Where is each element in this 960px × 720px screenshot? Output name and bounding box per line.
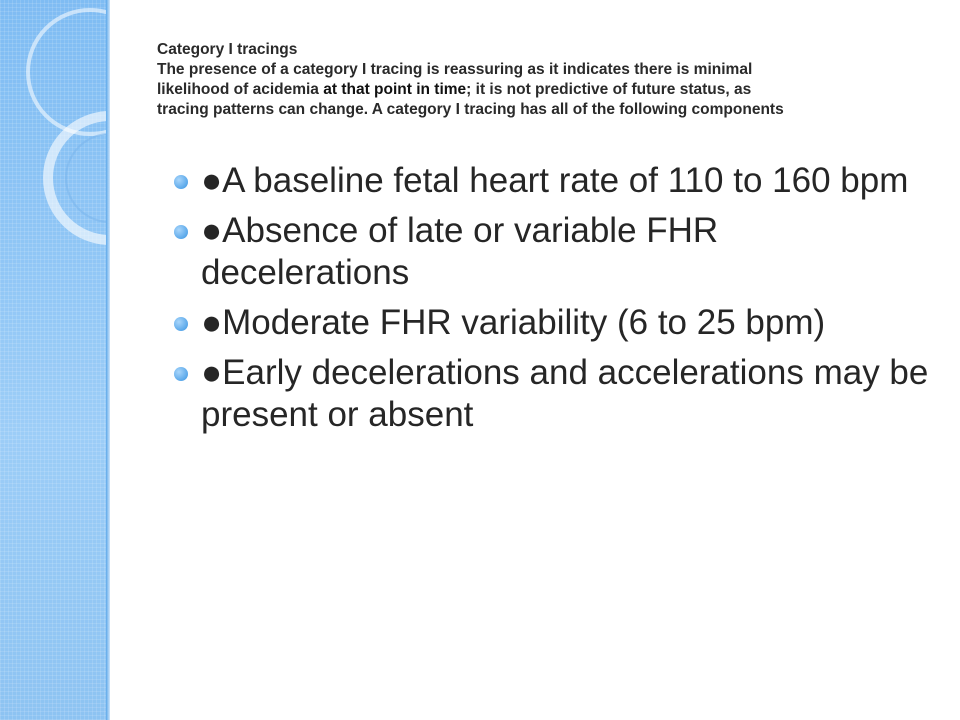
bullet-list [170, 160, 930, 444]
bullet-dot-icon [174, 175, 188, 189]
bullet-item [170, 302, 930, 344]
heading-emphasis: at that point in time [323, 81, 467, 98]
heading-line-2 [157, 80, 902, 100]
sidebar-edge [106, 0, 110, 720]
bullet-text: ●Absence of late or variable FHR decelerations [201, 211, 719, 292]
bullet-text: ●Moderate FHR variability (6 to 25 bpm) [201, 303, 826, 342]
bullet-dot-icon [174, 367, 188, 381]
bullet-dot-icon [174, 317, 188, 331]
heading-line-2-start: likelihood of acidemia [157, 81, 324, 98]
bullet-item [170, 352, 930, 436]
slide-heading [157, 40, 902, 120]
circle-decoration-icon [0, 0, 106, 720]
heading-title: Category I tracings [157, 41, 298, 58]
bullet-item [170, 210, 930, 294]
decorative-sidebar [0, 0, 106, 720]
heading-line-2-end: ; it is not predictive of future status, as [466, 81, 752, 98]
bullet-item [170, 160, 930, 202]
bullet-text: ●Early decelerations and accelerations may be present or absent [201, 353, 929, 434]
bullet-text: ●A baseline fetal heart rate of 110 to 160 bpm [201, 161, 909, 200]
bullet-dot-icon [174, 225, 188, 239]
heading-line-1: The presence of a category I tracing is reassuring as it indicates there is minimal [157, 61, 753, 78]
heading-line-3: tracing patterns can change. A category I tracing has all of the following components [157, 101, 784, 118]
